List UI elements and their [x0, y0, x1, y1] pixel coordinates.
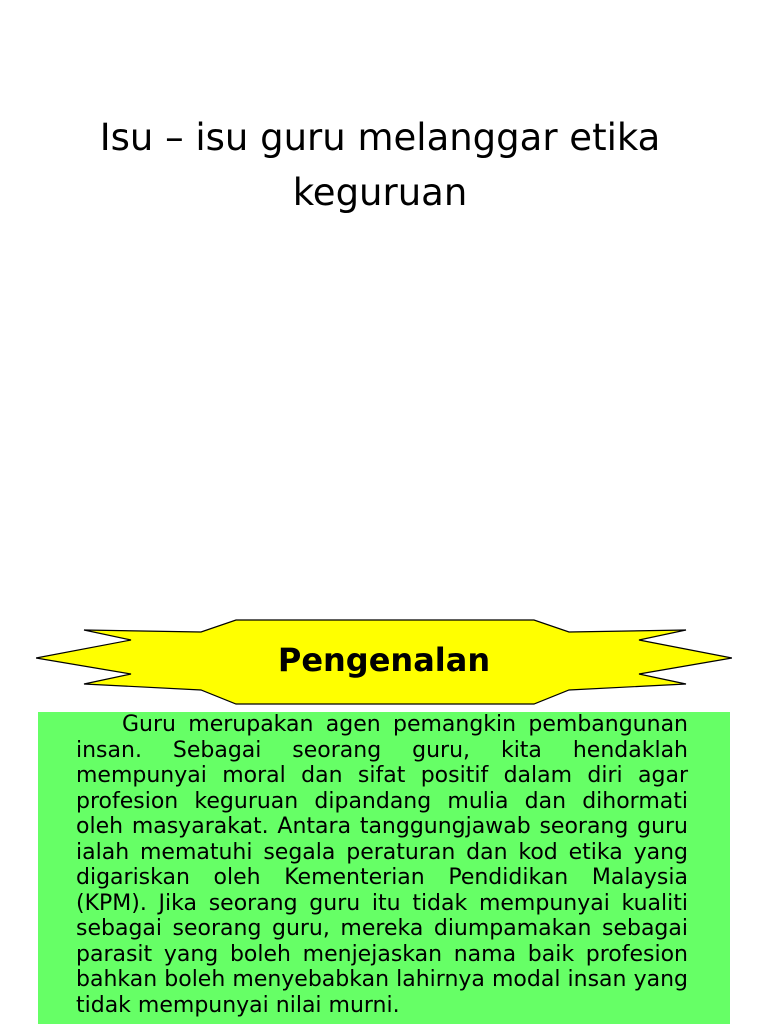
section-heading: Pengenalan	[277, 641, 491, 679]
intro-text-box	[38, 712, 730, 1024]
section-banner	[36, 618, 732, 706]
intro-paragraph: Guru merupakan agen pemangkin pembangunan insan. Sebagai seorang guru, kita hendaklah mempunyai moral dan sifat positif dalam diri agar profesion keguruan dipandang mulia dan dihormati oleh masyarakat. Antara tanggungjawab seorang guru ialah mematuhi segala peraturan dan kod etika yang digariskan oleh Kementerian Pendidikan Malaysia (KPM). Jika seorang guru itu tidak mempunyai kualiti sebagai seorang guru, mereka diumpamakan sebagai parasit yang boleh menjejaskan nama baik profesion bahkan boleh menyebabkan lahirnya modal insan yang tidak mempunyai nilai murni.	[76, 712, 688, 1018]
slide-title: Isu – isu guru melanggar etika keguruan	[99, 116, 661, 214]
